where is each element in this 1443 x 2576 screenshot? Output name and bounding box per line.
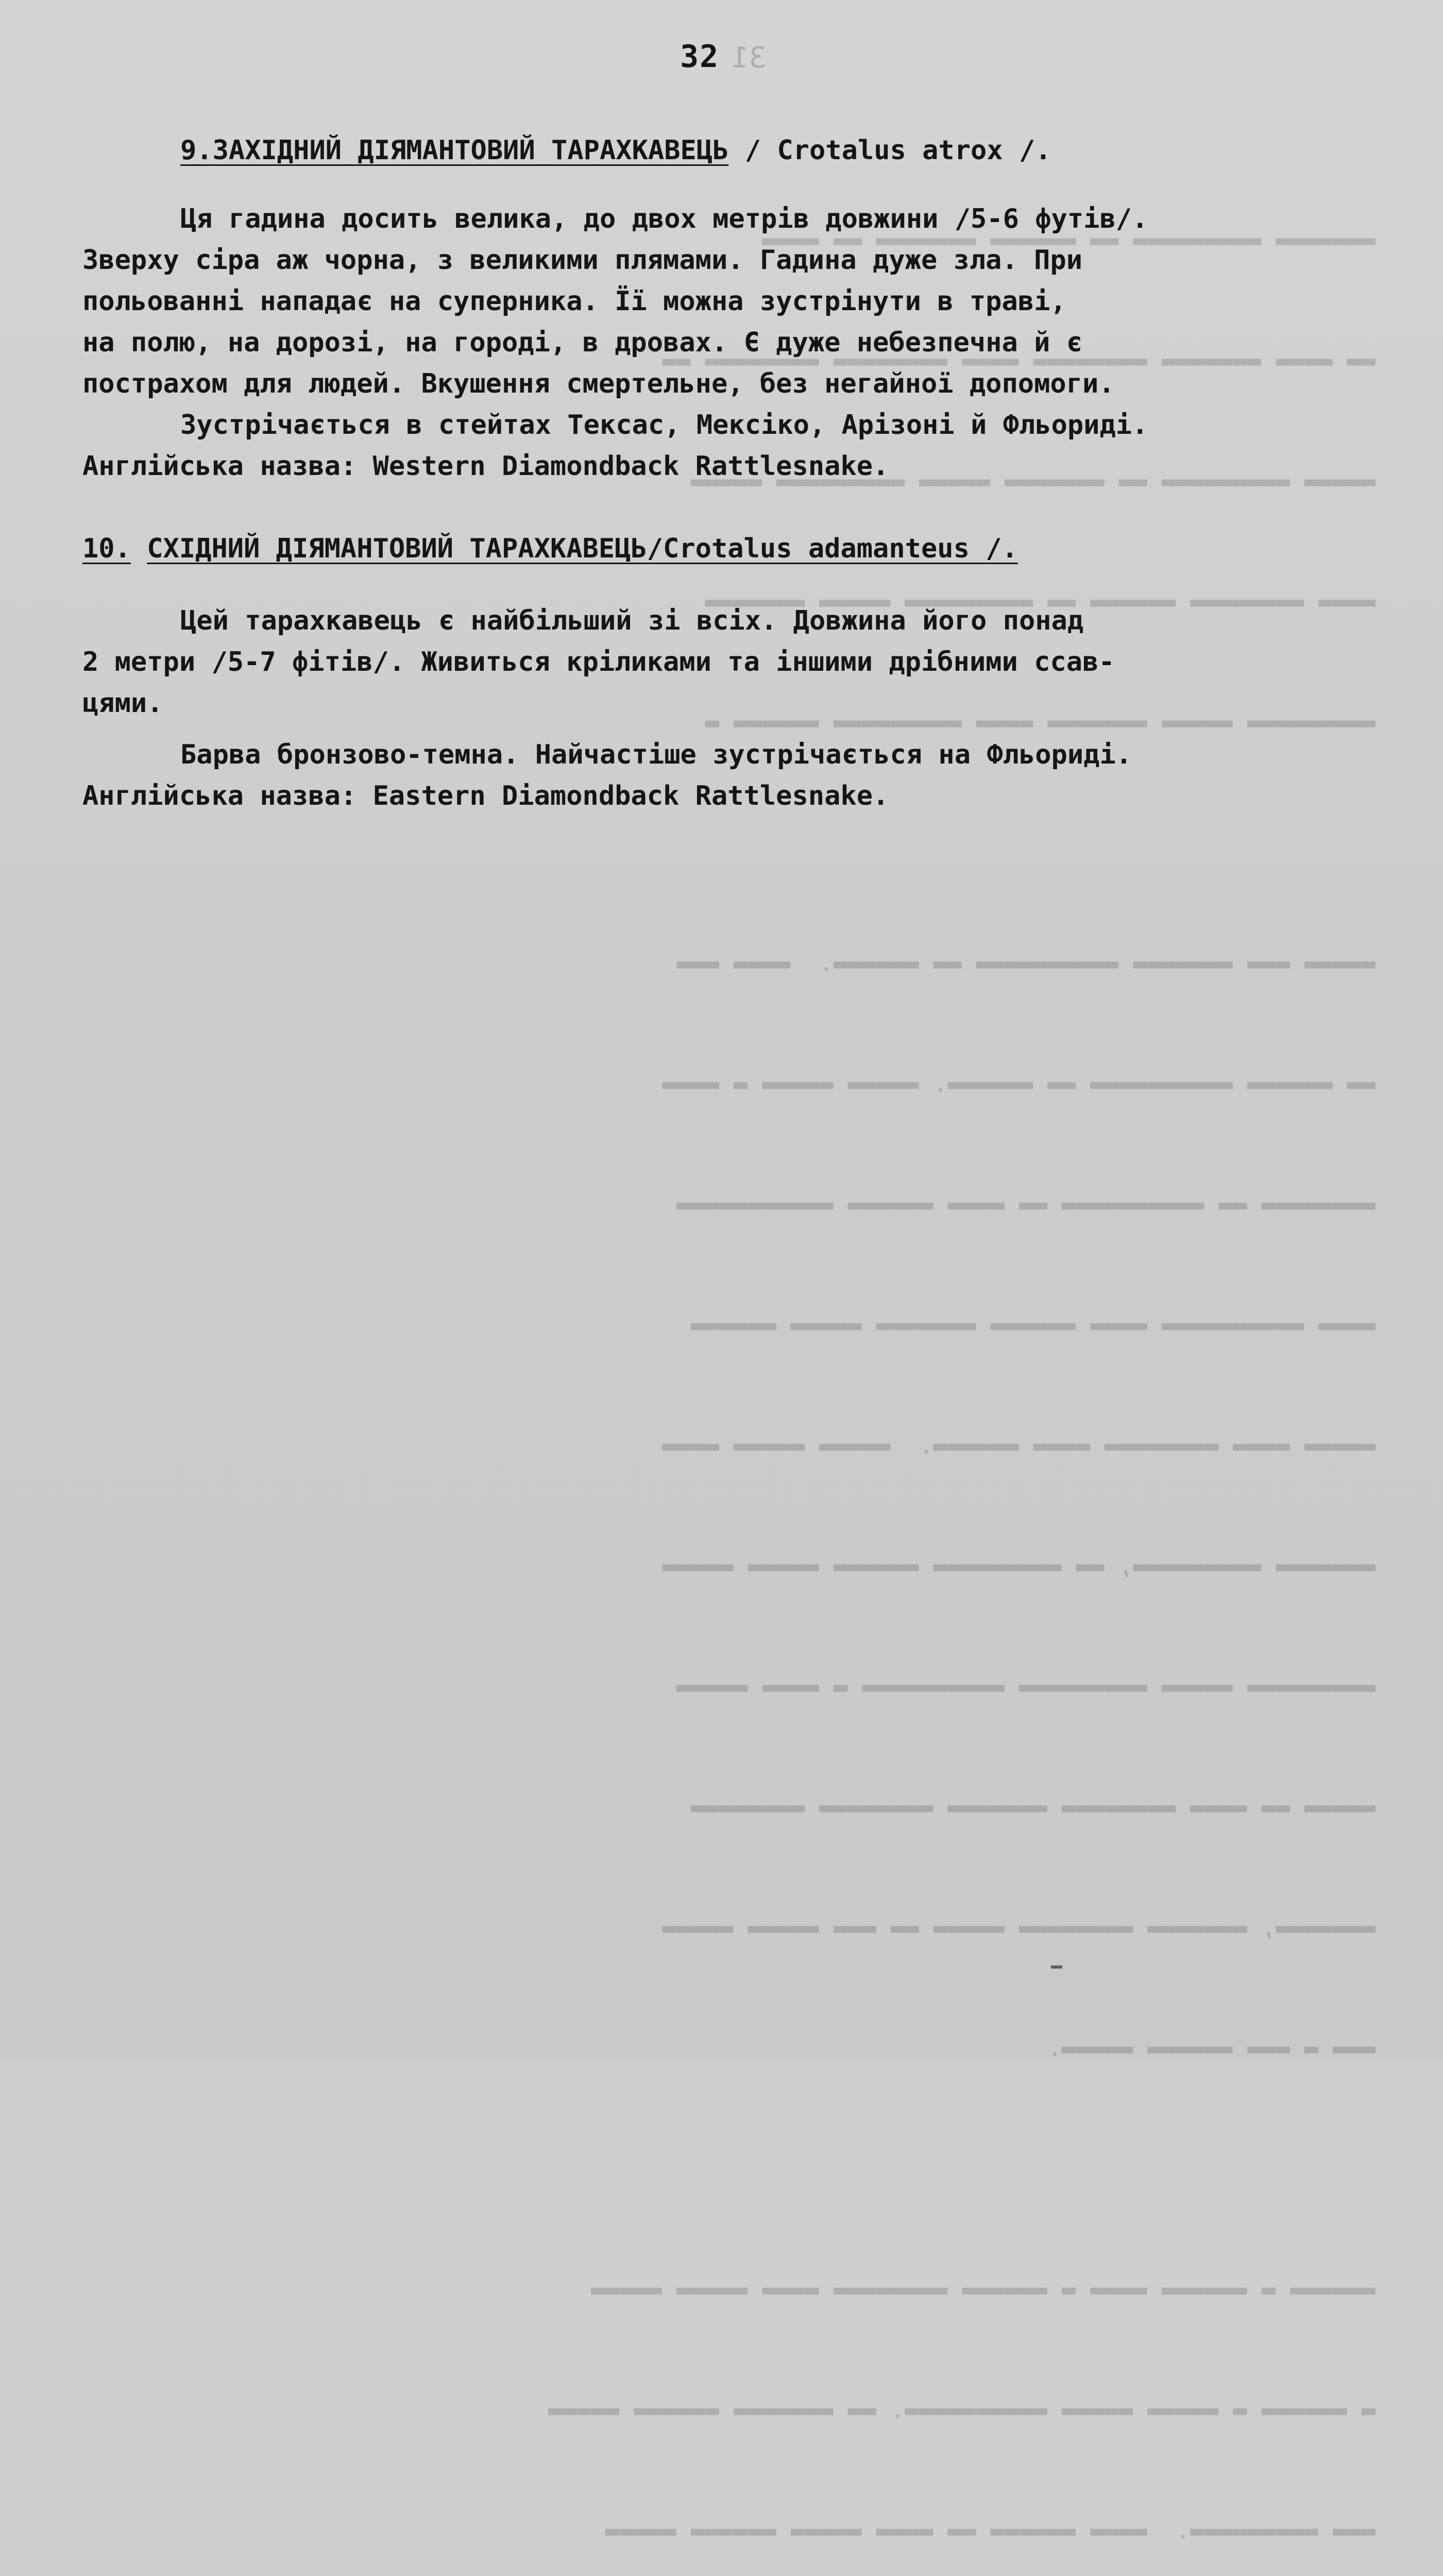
text-line: Зверху сіра аж чорна, з великими плямами. Гадина дуже зла. При — [82, 245, 1083, 276]
text-line: на полю, на дорозі, на городі, в дровах. Є дуже небезпечна й є — [82, 327, 1083, 358]
section-9-range — [82, 404, 1365, 487]
section-10-number: 10. — [82, 533, 131, 564]
text-line: цями. — [82, 688, 163, 719]
text-line: 2 метри /5-7 фітів/. Живиться кріликами та іншими дрібними ссав- — [82, 647, 1115, 677]
text-line: польованні нападає на суперника. Її можна зустрінути в траві, — [82, 286, 1066, 317]
section-9-number: 9. — [180, 135, 213, 166]
section-9-title: ЗАХІДНИЙ ДІЯМАНТОВИЙ ТАРАХКАВЕЦЬ — [212, 135, 729, 166]
text-line: Ця гадина досить велика, до двох метрів довжини /5-6 футів/. — [180, 204, 1148, 234]
text-line: Цей тарахкавець є найбільший зі всіх. Довжина його понад — [180, 605, 1084, 636]
section-10-description — [82, 600, 1365, 724]
section-10-latin-name: /Crotalus adamanteus /. — [647, 533, 1018, 564]
text-line: пострахом для людей. Вкушення смертельне, без негайної допомоги. — [82, 368, 1115, 399]
section-10-range — [82, 734, 1365, 817]
ghost-page-number: 31 — [732, 41, 767, 75]
section-9-latin-name: / Crotalus atrox /. — [744, 135, 1051, 166]
section-10-title: СХІДНИЙ ДІЯМАНТОВИЙ ТАРАХКАВЕЦЬ — [147, 533, 647, 564]
page-number: 32 — [680, 39, 720, 75]
text-line: Англійська назва: Eastern Diamondback Rattlesnake. — [82, 781, 889, 811]
section-10-heading — [82, 533, 1018, 564]
text-line: Зустрічається в стейтах Тексас, Мексіко, Арізоні й Фльориді. — [180, 410, 1148, 440]
show-through-text: ▬▬▬▬▬▬▬ ▬▬▬▬▬▬▬▬▬ ▬▬ ▬▬▬▬▬▬ ▬▬▬▬▬▬▬ ▬▬ ▬▬▬▬ ▬▬ ▬▬▬▬ ▬▬▬▬▬▬▬ ▬▬▬▬▬▬▬▬ ▬▬▬▬ ▬▬▬▬▬▬▬▬ ▬▬▬▬▬▬▬▬ ▬▬ ▬▬▬▬▬ ▬▬▬▬▬▬▬▬▬ ▬▬ ▬▬▬▬▬▬▬ ▬▬▬▬▬ ▬▬▬▬▬▬▬▬▬ ▬▬▬▬▬ ▬▬▬▬ ▬▬▬▬▬▬▬▬ ▬▬▬▬▬▬ ▬▬ ▬▬▬▬▬▬▬▬▬ ▬▬▬▬▬ ▬▬▬▬▬▬▬ ▬▬▬▬▬▬▬▬▬ ▬▬▬▬▬ ▬▬▬▬▬▬▬ ▬▬▬▬ ▬▬▬▬▬▬▬▬▬ ▬▬▬▬▬▬ ▬ ▬▬▬▬▬ ▬▬▬ ▬▬▬▬▬▬▬ ▬▬▬▬▬▬▬▬▬▬ ▬▬ ▬▬▬▬▬▬. ▬▬▬▬ ▬▬▬ ▬▬ ▬▬▬▬▬▬ ▬▬▬▬▬▬▬▬▬▬ ▬▬ ▬▬▬▬▬▬. ▬▬▬▬▬ ▬▬▬▬▬ ▬ ▬▬▬▬ ▬▬▬▬▬▬▬▬ ▬▬ ▬▬▬▬▬▬▬▬▬▬ ▬▬ ▬▬▬▬ ▬▬▬▬▬▬ ▬▬▬▬▬▬▬▬▬▬▬ ▬▬▬▬ ▬▬▬▬▬▬▬▬▬▬ ▬▬▬▬ ▬▬▬▬▬▬ ▬▬▬▬▬▬▬ ▬▬▬▬▬ ▬▬▬▬▬▬ ▬▬▬▬▬ ▬▬▬▬ ▬▬▬▬▬▬▬▬ ▬▬▬▬ ▬▬▬▬▬▬. ▬▬▬▬▬ ▬▬▬▬▬ ▬▬▬▬ ▬▬▬▬▬▬▬ ▬▬▬▬▬▬▬▬▬, ▬▬ ▬▬▬▬▬▬▬▬▬ ▬▬▬▬▬▬ ▬▬▬▬▬ ▬▬▬▬▬ ▬▬▬▬▬▬▬▬▬ ▬▬▬▬▬ ▬▬▬▬▬▬▬▬▬ ▬▬▬▬▬▬▬▬▬▬ ▬ ▬▬▬▬ ▬▬▬▬▬ ▬▬▬▬▬ ▬▬ ▬▬▬▬ ▬▬▬▬▬▬▬▬ ▬▬▬▬▬▬▬ ▬▬▬▬▬▬▬▬ ▬▬▬▬▬▬▬▬ ▬▬▬▬▬▬▬, ▬▬▬▬▬▬▬ ▬▬▬▬▬▬▬▬ ▬▬▬▬▬ ▬▬ ▬▬▬ ▬▬▬▬▬ ▬▬▬▬▬ ▬▬▬ ▬ ▬▬▬ ▬▬▬▬▬▬ ▬▬▬▬▬. ▬▬▬▬▬▬ ▬ ▬▬▬▬▬▬ ▬▬▬▬ ▬ ▬▬▬▬▬▬ ▬▬▬▬▬▬▬▬ ▬▬▬▬ ▬▬▬▬▬ ▬▬▬▬▬ ▬ ▬▬▬▬▬▬ ▬ ▬▬▬▬▬ ▬▬▬▬▬ ▬▬▬▬▬▬▬▬▬▬. ▬▬ ▬▬▬▬▬▬▬ ▬▬▬▬▬▬ ▬▬▬▬▬ ▬▬▬ ▬▬▬▬▬▬▬▬▬. ▬▬▬▬ ▬▬▬▬▬▬ ▬▬ ▬▬▬▬ ▬▬▬▬▬ ▬▬▬▬▬▬ ▬▬▬▬▬ — [548, 226, 1376, 2544]
text-line: Англійська назва: Western Diamondback Rattlesnake. — [82, 451, 889, 482]
section-9-heading — [180, 135, 1051, 166]
stray-mark — [1051, 1965, 1062, 1969]
section-9-description — [82, 198, 1365, 404]
text-line: Барва бронзово-темна. Найчастіше зустрічається на Фльориді. — [180, 739, 1132, 770]
